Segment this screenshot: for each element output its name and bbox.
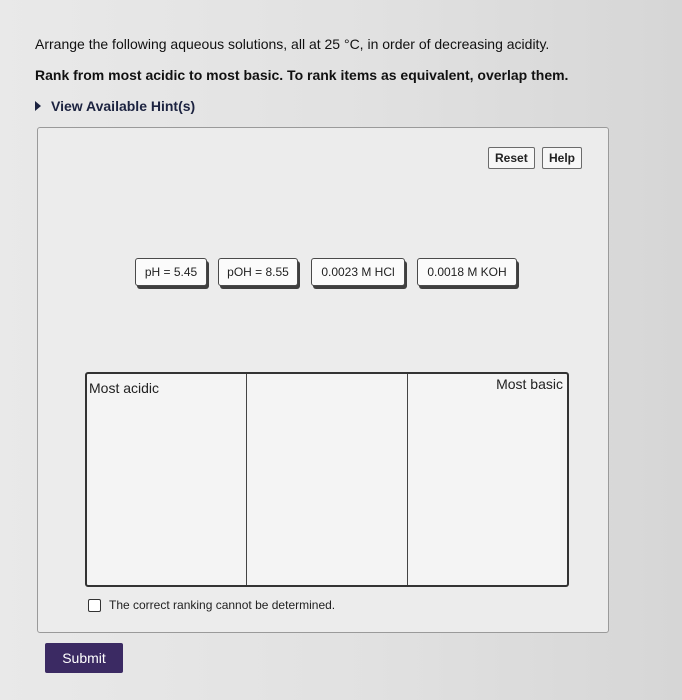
ranking-slot[interactable]: [247, 374, 407, 585]
most-basic-label: Most basic: [496, 376, 563, 392]
caret-right-icon: [35, 101, 41, 111]
ranking-slot[interactable]: [87, 374, 247, 585]
question-text: Arrange the following aqueous solutions, all at 25 °C, in order of decreasing acidity.: [35, 36, 550, 52]
rank-item-ph[interactable]: pH = 5.45: [135, 258, 207, 286]
rank-item-koh[interactable]: 0.0018 M KOH: [417, 258, 517, 286]
help-button[interactable]: Help: [542, 147, 582, 169]
view-hints-link[interactable]: [35, 98, 195, 114]
ranking-area: [85, 372, 569, 587]
submit-button[interactable]: Submit: [45, 643, 123, 673]
cannot-determine-label: The correct ranking cannot be determined.: [109, 598, 336, 612]
reset-button[interactable]: Reset: [488, 147, 535, 169]
ranking-slot[interactable]: [408, 374, 567, 585]
rank-item-poh[interactable]: pOH = 8.55: [218, 258, 298, 286]
question-instructions: Rank from most acidic to most basic. To rank items as equivalent, overlap them.: [35, 67, 569, 83]
view-hints-label: View Available Hint(s): [51, 98, 196, 114]
cannot-determine-checkbox[interactable]: [88, 599, 101, 612]
cannot-determine-option: [88, 598, 335, 612]
most-acidic-label: Most acidic: [89, 380, 160, 396]
rank-item-hcl[interactable]: 0.0023 M HCl: [311, 258, 405, 286]
